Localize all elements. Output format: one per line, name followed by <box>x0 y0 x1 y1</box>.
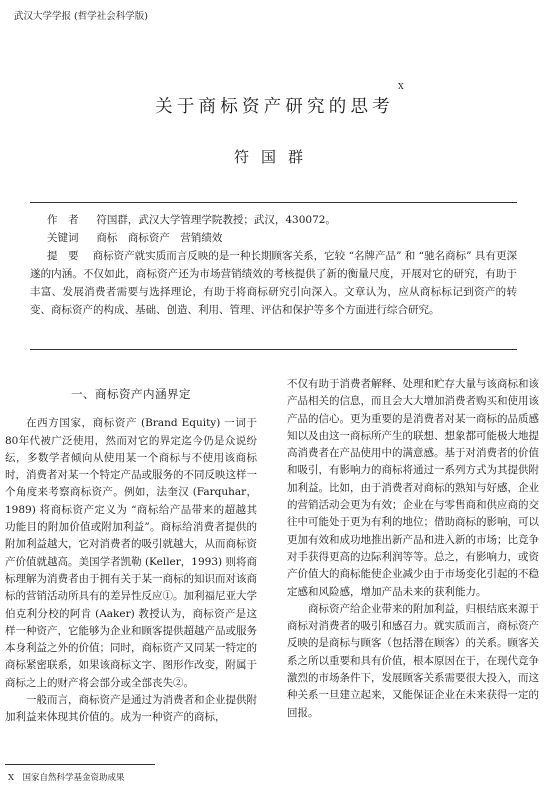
body-paragraph: 不仅有助于消费者解释、处理和贮存大量与该商标和该产品相关的信息，而且会大大增加消费者购买和使用该产品的信心。更为重要的是消费者对某一商标的品质感知以及由这一商标所产生的联想、想象都可能极大地提高消费者在产品使用中的满意感。基于对消费者的价值和吸引，有影响力的商标将通过一系列方式为其提供附加利益。比如，由于消费者对商标的熟知与好感，企业的营销活动会更为有效；企业在与零售商和供应商的交往中可能处于更为有利的地位；借助商标的影响，可以更加有效和成功地推出新产品和进入新的市场；比竞争对手获得更高的边际利润等等。总之，有影响力，或资产价值大的商标能使企业减少由于市场变化引起的不稳定感和风险感，增加产品未来的获利能力。 <box>287 378 539 598</box>
abstract-label: 提 要 <box>47 250 79 262</box>
top-divider <box>30 202 517 203</box>
abstract-text: 商标资产就实质而言反映的是一种长期顾客关系，它较 “名牌产品” 和 “驰名商标” 具有更深遂的内涵。不仅如此，商标资产还为市场营销绩效的考核提供了新的衡量尺度，开展对它的研究，有助于丰富、发展消费者需要与选择理论，有助于将商标研究引向深入。文章认为，应从商标标记到资产的转变、商标资产的构成、基础、创造、利用、管理、评估和保护等多个方面进行综合研究。 <box>30 250 517 316</box>
bottom-divider <box>30 349 517 350</box>
title-footnote-mark: X <box>398 82 404 91</box>
author-info: 符国群，武汉大学管理学院教授；武汉，430072。 <box>96 214 336 226</box>
journal-header: 武汉大学学报 (哲学社会科学版) <box>14 11 148 22</box>
keywords-label: 关键词 <box>47 232 79 244</box>
right-column <box>287 376 539 722</box>
author-line <box>30 211 517 229</box>
body-paragraph: 在西方国家，商标资产 (Brand Equity) 一词于80年代被广泛使用，然而对它的界定迄今仍是众说纷纭，多数学者倾向从使用某一个商标与不使用该商标时，消费者对某一个特定产品或服务的不同反映这样一个角度来考察商标资产。例如，法奎汉 (Farquhar，1989) 将商标资产定义为 “商标给产品带来的超越其功能目的附加价值或附加利益”。商标给消费者提供的附加利益越大，它对消费者的吸引就越大，从而商标资产价值就越高。美国学者凯勒 (Keller，1993) 则将商标理解为消费者由于拥有关于某一商标的知识而对该商标的营销活动所具有的差异性反应①。加利福尼亚大学伯克利分校的阿肯 (Aaker) 教授认为，商标资产是这样一种资产，它能够为企业和顾客提供超越产品或服务本身利益之外的价值；同时，商标资产又同某一特定的商标紧密联系，如果该商标文字、图形作改变，附属于商标之上的财产将会部分或全部丧失②。 <box>5 417 257 689</box>
author-name: 符国群 <box>233 148 315 166</box>
body-paragraph: 商标资产给企业带来的附加利益，归根结底来源于商标对消费者的吸引和感召力。就实质而言，商标资产反映的是商标与顾客（包括潜在顾客）的关系。顾客关系之所以重要和具有价值，根本原因在于，在现代竞争激烈的市场条件下，发展顾客关系需要很大投入，而这种关系一旦建立起来，又能保证企业在未来获得一定的回报。 <box>287 602 539 719</box>
footnote: X 国家自然科学基金资助成果 <box>8 773 125 783</box>
body-paragraph: 一般而言，商标资产是通过为消费者和企业提供附加利益来体现其价值的。成为一种资产的商标， <box>5 694 257 724</box>
article-title: 关于商标资产研究的思考 <box>155 97 394 117</box>
keywords-line <box>30 229 517 247</box>
footnote-divider <box>5 764 155 765</box>
left-column <box>5 376 257 727</box>
section-heading: 一、商标资产内涵界定 <box>71 387 191 401</box>
keywords-text: 商标 商标资产 营销绩效 <box>96 232 223 244</box>
abstract <box>30 247 517 319</box>
author-label: 作 者 <box>47 214 79 226</box>
